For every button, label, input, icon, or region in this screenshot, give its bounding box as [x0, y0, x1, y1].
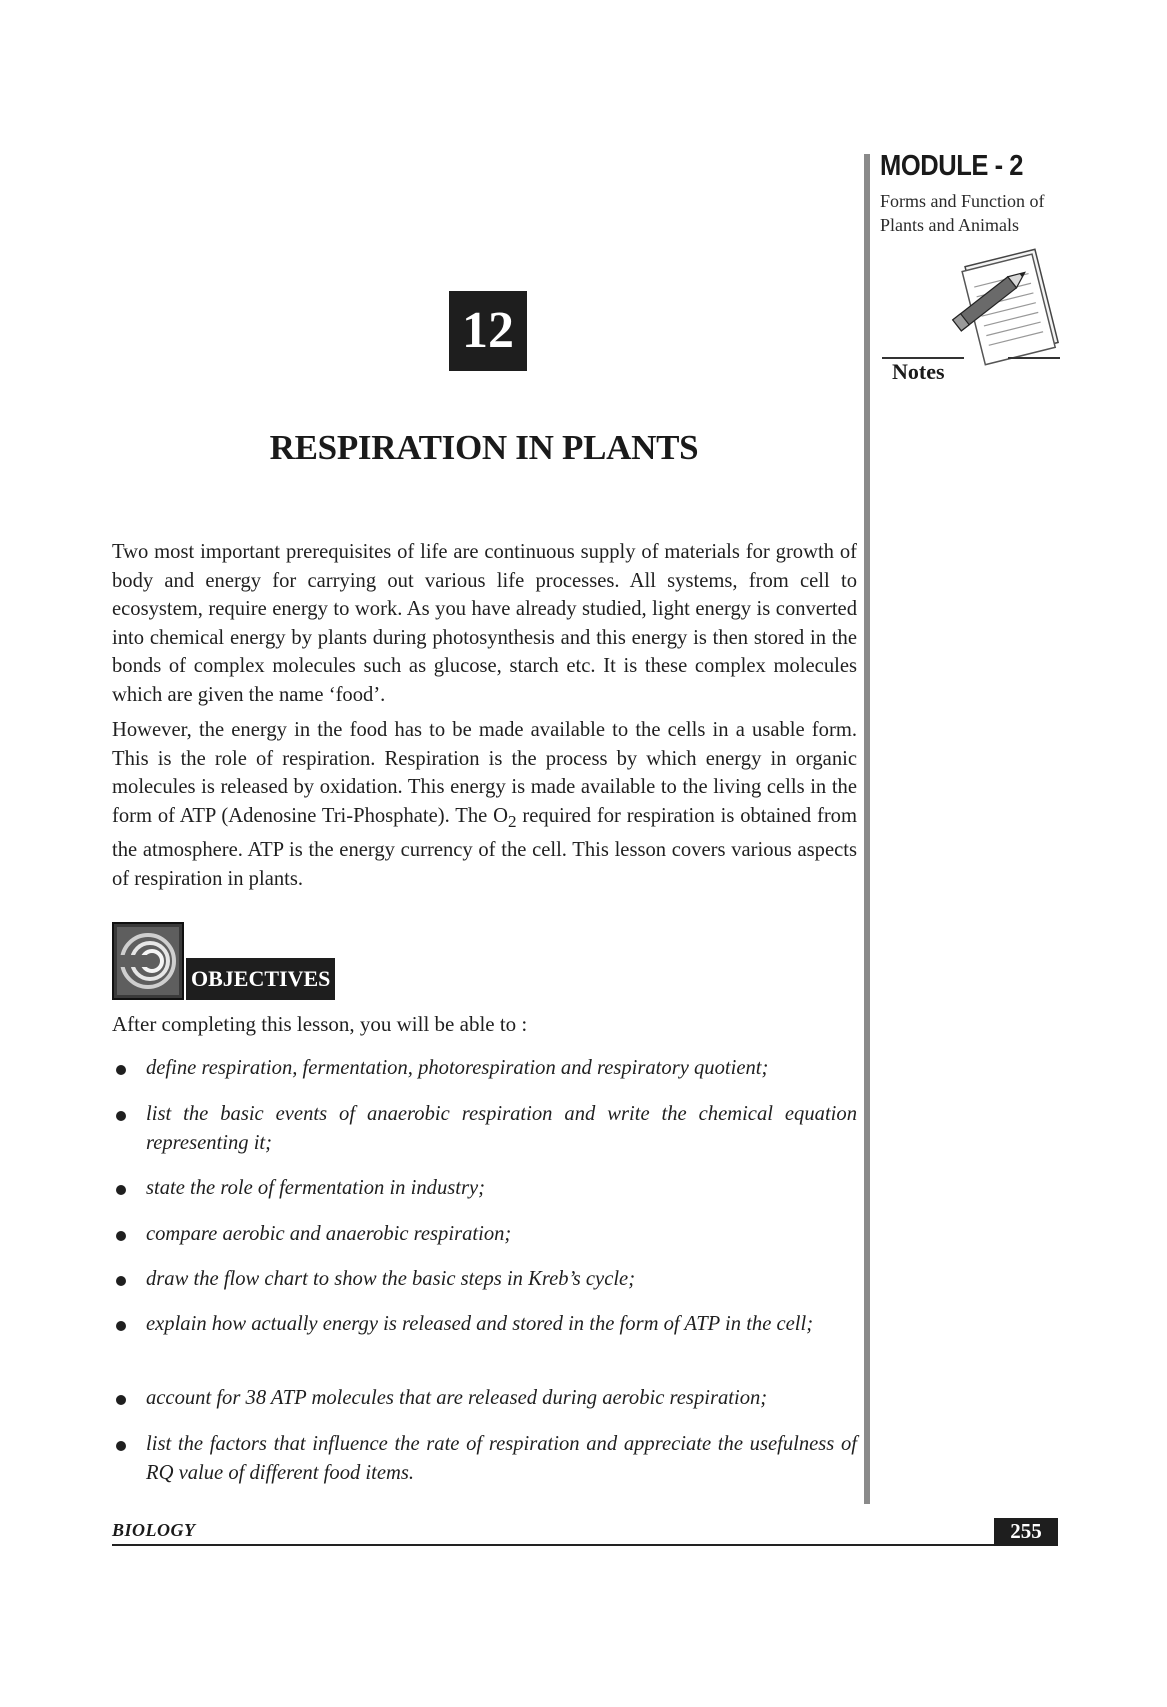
list-item: [112, 1054, 857, 1083]
objective-text: explain how actually energy is released and stored in the form of ATP in the cell;: [146, 1313, 814, 1335]
notes-rule-right: [1008, 357, 1060, 359]
intro-paragraph-2-part1: However, the energy in the food has to be made available to the cells in a usable form. This is the role of respiration. Respiration is the process by which energy in organic molecules is released by oxidation. This energy is made available to the living cells in the form of ATP (Adenosine Tri-Phosphate). The O: [112, 719, 857, 827]
intro-paragraph-2: [112, 716, 857, 894]
intro-paragraph-1: Two most important prerequisites of life are continuous supply of materials for growth of body and energy for carrying out various life processes. All systems, from cell to ecosystem, require energy to work. As you have already studied, light energy is converted into chemical energy by plants during photosynthesis and this energy is then stored in the bonds of complex molecules such as glucose, starch etc. It is these complex molecules which are given the name ‘food’.: [112, 541, 857, 706]
module-title: MODULE - 2: [880, 150, 1024, 182]
footer-rule: [112, 1544, 994, 1546]
chapter-title: RESPIRATION IN PLANTS: [269, 428, 699, 467]
list-item: [112, 1220, 857, 1249]
bullet-icon: [116, 1111, 126, 1121]
list-item: [112, 1265, 857, 1294]
bullet-icon: [116, 1276, 126, 1286]
objectives-label: OBJECTIVES: [186, 958, 335, 1000]
target-spiral-icon: [112, 922, 184, 1000]
list-item: [112, 1310, 857, 1339]
objectives-intro: After completing this lesson, you will be able to :: [112, 1012, 528, 1036]
bullet-icon: [116, 1321, 126, 1331]
footer-subject: BIOLOGY: [112, 1520, 196, 1540]
list-item: [112, 1384, 857, 1413]
notepad-pencil-icon: [946, 244, 1066, 370]
objective-text: define respiration, fermentation, photorespiration and respiratory quotient;: [146, 1057, 769, 1079]
bullet-icon: [116, 1065, 126, 1075]
list-item: [112, 1174, 857, 1203]
list-item: [112, 1430, 857, 1487]
list-item: [112, 1100, 857, 1157]
bullet-icon: [116, 1395, 126, 1405]
module-subtitle: Forms and Function of Plants and Animals: [880, 191, 1045, 235]
objective-text: list the basic events of anaerobic respiration and write the chemical equation representing it;: [146, 1103, 857, 1154]
page-number: 255: [994, 1518, 1058, 1546]
bullet-icon: [116, 1185, 126, 1195]
chapter-number: 12: [449, 291, 527, 371]
objective-text: compare aerobic and anaerobic respiration;: [146, 1223, 512, 1245]
intro-paragraph-2-part2: required for respiration is obtained from the atmosphere. ATP is the energy currency of the cell. This lesson covers various aspects of respiration in plants.: [112, 804, 857, 891]
bullet-icon: [116, 1231, 126, 1241]
notes-label: Notes: [892, 359, 945, 384]
sidebar-vertical-rule: [864, 154, 870, 1504]
bullet-icon: [116, 1441, 126, 1451]
objective-text: state the role of fermentation in industry;: [146, 1177, 485, 1199]
oxygen-subscript: 2: [508, 811, 517, 831]
objective-text: draw the flow chart to show the basic steps in Kreb’s cycle;: [146, 1268, 636, 1290]
objective-text: list the factors that influence the rate of respiration and appreciate the usefulness of RQ value of different food items.: [146, 1433, 857, 1484]
objective-text: account for 38 ATP molecules that are released during aerobic respiration;: [146, 1387, 768, 1409]
